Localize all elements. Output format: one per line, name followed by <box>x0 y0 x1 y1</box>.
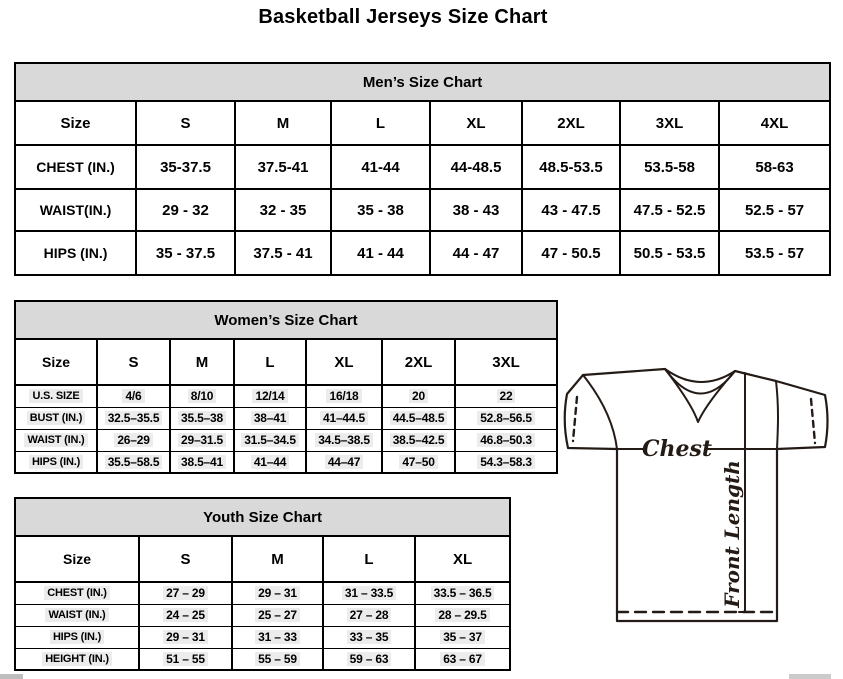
youth-col-xl: XL <box>415 536 510 582</box>
mens-hips-xl: 44 - 47 <box>430 231 522 275</box>
womens-hips-s: 35.5–58.5 <box>97 451 170 473</box>
mens-hips-s: 35 - 37.5 <box>136 231 235 275</box>
womens-hips-2xl: 47–50 <box>382 451 455 473</box>
h-scrollbar-thumb-right[interactable] <box>789 674 831 679</box>
youth-height-m: 55 – 59 <box>232 648 323 670</box>
youth-hips-m: 31 – 33 <box>232 626 323 648</box>
youth-chest-xl: 33.5 – 36.5 <box>415 582 510 604</box>
womens-chart-title: Women’s Size Chart <box>15 301 557 339</box>
youth-chest-row <box>15 582 510 604</box>
womens-col-2xl: 2XL <box>382 339 455 385</box>
womens-ussize-l: 12/14 <box>234 385 306 407</box>
womens-title-row <box>15 301 557 339</box>
youth-size-table <box>14 497 511 671</box>
womens-col-m: M <box>170 339 234 385</box>
mens-chest-2xl: 48.5-53.5 <box>522 145 620 189</box>
mens-waist-m: 32 - 35 <box>235 189 331 231</box>
mens-chest-3xl: 53.5-58 <box>620 145 719 189</box>
youth-hips-s: 29 – 31 <box>139 626 232 648</box>
jersey-right-sleeve-stitch <box>811 399 815 443</box>
youth-waist-label: WAIST (IN.) <box>15 604 139 626</box>
youth-hips-l: 33 – 35 <box>323 626 415 648</box>
womens-waist-l: 31.5–34.5 <box>234 429 306 451</box>
womens-size-table <box>14 300 558 474</box>
womens-waist-xl: 34.5–38.5 <box>306 429 382 451</box>
youth-hips-xl: 35 – 37 <box>415 626 510 648</box>
mens-title-row <box>15 63 830 101</box>
womens-ussize-3xl: 22 <box>455 385 557 407</box>
mens-chest-s: 35-37.5 <box>136 145 235 189</box>
youth-header-row <box>15 536 510 582</box>
womens-bust-xl: 41–44.5 <box>306 407 382 429</box>
mens-size-chart <box>14 62 829 276</box>
mens-waist-xl: 38 - 43 <box>430 189 522 231</box>
mens-hips-3xl: 50.5 - 53.5 <box>620 231 719 275</box>
youth-waist-row <box>15 604 510 626</box>
womens-waist-s: 26–29 <box>97 429 170 451</box>
mens-chest-4xl: 58-63 <box>719 145 830 189</box>
mens-waist-row <box>15 189 830 231</box>
youth-col-size: Size <box>15 536 139 582</box>
page-title: Basketball Jerseys Size Chart <box>258 6 548 28</box>
womens-hips-label: HIPS (IN.) <box>15 451 97 473</box>
mens-col-xl: XL <box>430 101 522 145</box>
jersey-measurement-diagram <box>558 362 843 627</box>
womens-header-row <box>15 339 557 385</box>
jersey-left-sleeve-stitch <box>573 397 577 441</box>
mens-col-l: L <box>331 101 430 145</box>
womens-waist-label: WAIST (IN.) <box>15 429 97 451</box>
mens-hips-label: HIPS (IN.) <box>15 231 136 275</box>
youth-title-row <box>15 498 510 536</box>
womens-bust-2xl: 44.5–48.5 <box>382 407 455 429</box>
youth-col-s: S <box>139 536 232 582</box>
mens-hips-l: 41 - 44 <box>331 231 430 275</box>
mens-chest-xl: 44-48.5 <box>430 145 522 189</box>
mens-waist-l: 35 - 38 <box>331 189 430 231</box>
mens-chest-l: 41-44 <box>331 145 430 189</box>
womens-waist-m: 29–31.5 <box>170 429 234 451</box>
mens-col-3xl: 3XL <box>620 101 719 145</box>
womens-bust-s: 32.5–35.5 <box>97 407 170 429</box>
womens-hips-row <box>15 451 557 473</box>
youth-waist-l: 27 – 28 <box>323 604 415 626</box>
h-scrollbar-thumb-left[interactable] <box>0 674 23 679</box>
mens-size-table <box>14 62 831 276</box>
youth-hips-label: HIPS (IN.) <box>15 626 139 648</box>
mens-hips-row <box>15 231 830 275</box>
mens-col-s: S <box>136 101 235 145</box>
youth-waist-s: 24 – 25 <box>139 604 232 626</box>
youth-chest-l: 31 – 33.5 <box>323 582 415 604</box>
womens-ussize-2xl: 20 <box>382 385 455 407</box>
womens-bust-row <box>15 407 557 429</box>
womens-hips-m: 38.5–41 <box>170 451 234 473</box>
mens-waist-label: WAIST(IN.) <box>15 189 136 231</box>
youth-chest-m: 29 – 31 <box>232 582 323 604</box>
youth-size-chart <box>14 497 509 669</box>
womens-waist-3xl: 46.8–50.3 <box>455 429 557 451</box>
mens-waist-s: 29 - 32 <box>136 189 235 231</box>
womens-bust-label: BUST (IN.) <box>15 407 97 429</box>
mens-chest-m: 37.5-41 <box>235 145 331 189</box>
womens-col-size: Size <box>15 339 97 385</box>
mens-chest-label: CHEST (IN.) <box>15 145 136 189</box>
jersey-right-armhole-seam <box>776 381 778 449</box>
mens-chest-row <box>15 145 830 189</box>
womens-ussize-xl: 16/18 <box>306 385 382 407</box>
womens-ussize-s: 4/6 <box>97 385 170 407</box>
youth-height-s: 51 – 55 <box>139 648 232 670</box>
womens-hips-3xl: 54.3–58.3 <box>455 451 557 473</box>
youth-col-m: M <box>232 536 323 582</box>
youth-chest-label: CHEST (IN.) <box>15 582 139 604</box>
mens-col-size: Size <box>15 101 136 145</box>
jersey-diagram-icon <box>558 362 843 627</box>
youth-hips-row <box>15 626 510 648</box>
front-length-label: Front Length <box>720 460 744 608</box>
womens-size-chart <box>14 300 556 472</box>
mens-hips-2xl: 47 - 50.5 <box>522 231 620 275</box>
chest-label: Chest <box>641 436 713 462</box>
womens-ussize-label: U.S. SIZE <box>15 385 97 407</box>
youth-waist-m: 25 – 27 <box>232 604 323 626</box>
mens-hips-4xl: 53.5 - 57 <box>719 231 830 275</box>
youth-waist-xl: 28 – 29.5 <box>415 604 510 626</box>
womens-hips-xl: 44–47 <box>306 451 382 473</box>
mens-waist-3xl: 47.5 - 52.5 <box>620 189 719 231</box>
mens-waist-2xl: 43 - 47.5 <box>522 189 620 231</box>
womens-col-l: L <box>234 339 306 385</box>
womens-col-3xl: 3XL <box>455 339 557 385</box>
youth-chart-title: Youth Size Chart <box>15 498 510 536</box>
womens-hips-l: 41–44 <box>234 451 306 473</box>
womens-waist-row <box>15 429 557 451</box>
womens-waist-2xl: 38.5–42.5 <box>382 429 455 451</box>
womens-ussize-m: 8/10 <box>170 385 234 407</box>
womens-col-xl: XL <box>306 339 382 385</box>
womens-ussize-row <box>15 385 557 407</box>
womens-bust-3xl: 52.8–56.5 <box>455 407 557 429</box>
jersey-left-armhole-seam <box>583 375 617 449</box>
youth-height-label: HEIGHT (IN.) <box>15 648 139 670</box>
mens-col-2xl: 2XL <box>522 101 620 145</box>
youth-col-l: L <box>323 536 415 582</box>
womens-bust-l: 38–41 <box>234 407 306 429</box>
mens-chart-title: Men’s Size Chart <box>15 63 830 101</box>
mens-hips-m: 37.5 - 41 <box>235 231 331 275</box>
mens-col-4xl: 4XL <box>719 101 830 145</box>
womens-col-s: S <box>97 339 170 385</box>
youth-height-row <box>15 648 510 670</box>
youth-height-xl: 63 – 67 <box>415 648 510 670</box>
mens-header-row <box>15 101 830 145</box>
mens-col-m: M <box>235 101 331 145</box>
youth-height-l: 59 – 63 <box>323 648 415 670</box>
womens-bust-m: 35.5–38 <box>170 407 234 429</box>
youth-chest-s: 27 – 29 <box>139 582 232 604</box>
mens-waist-4xl: 52.5 - 57 <box>719 189 830 231</box>
